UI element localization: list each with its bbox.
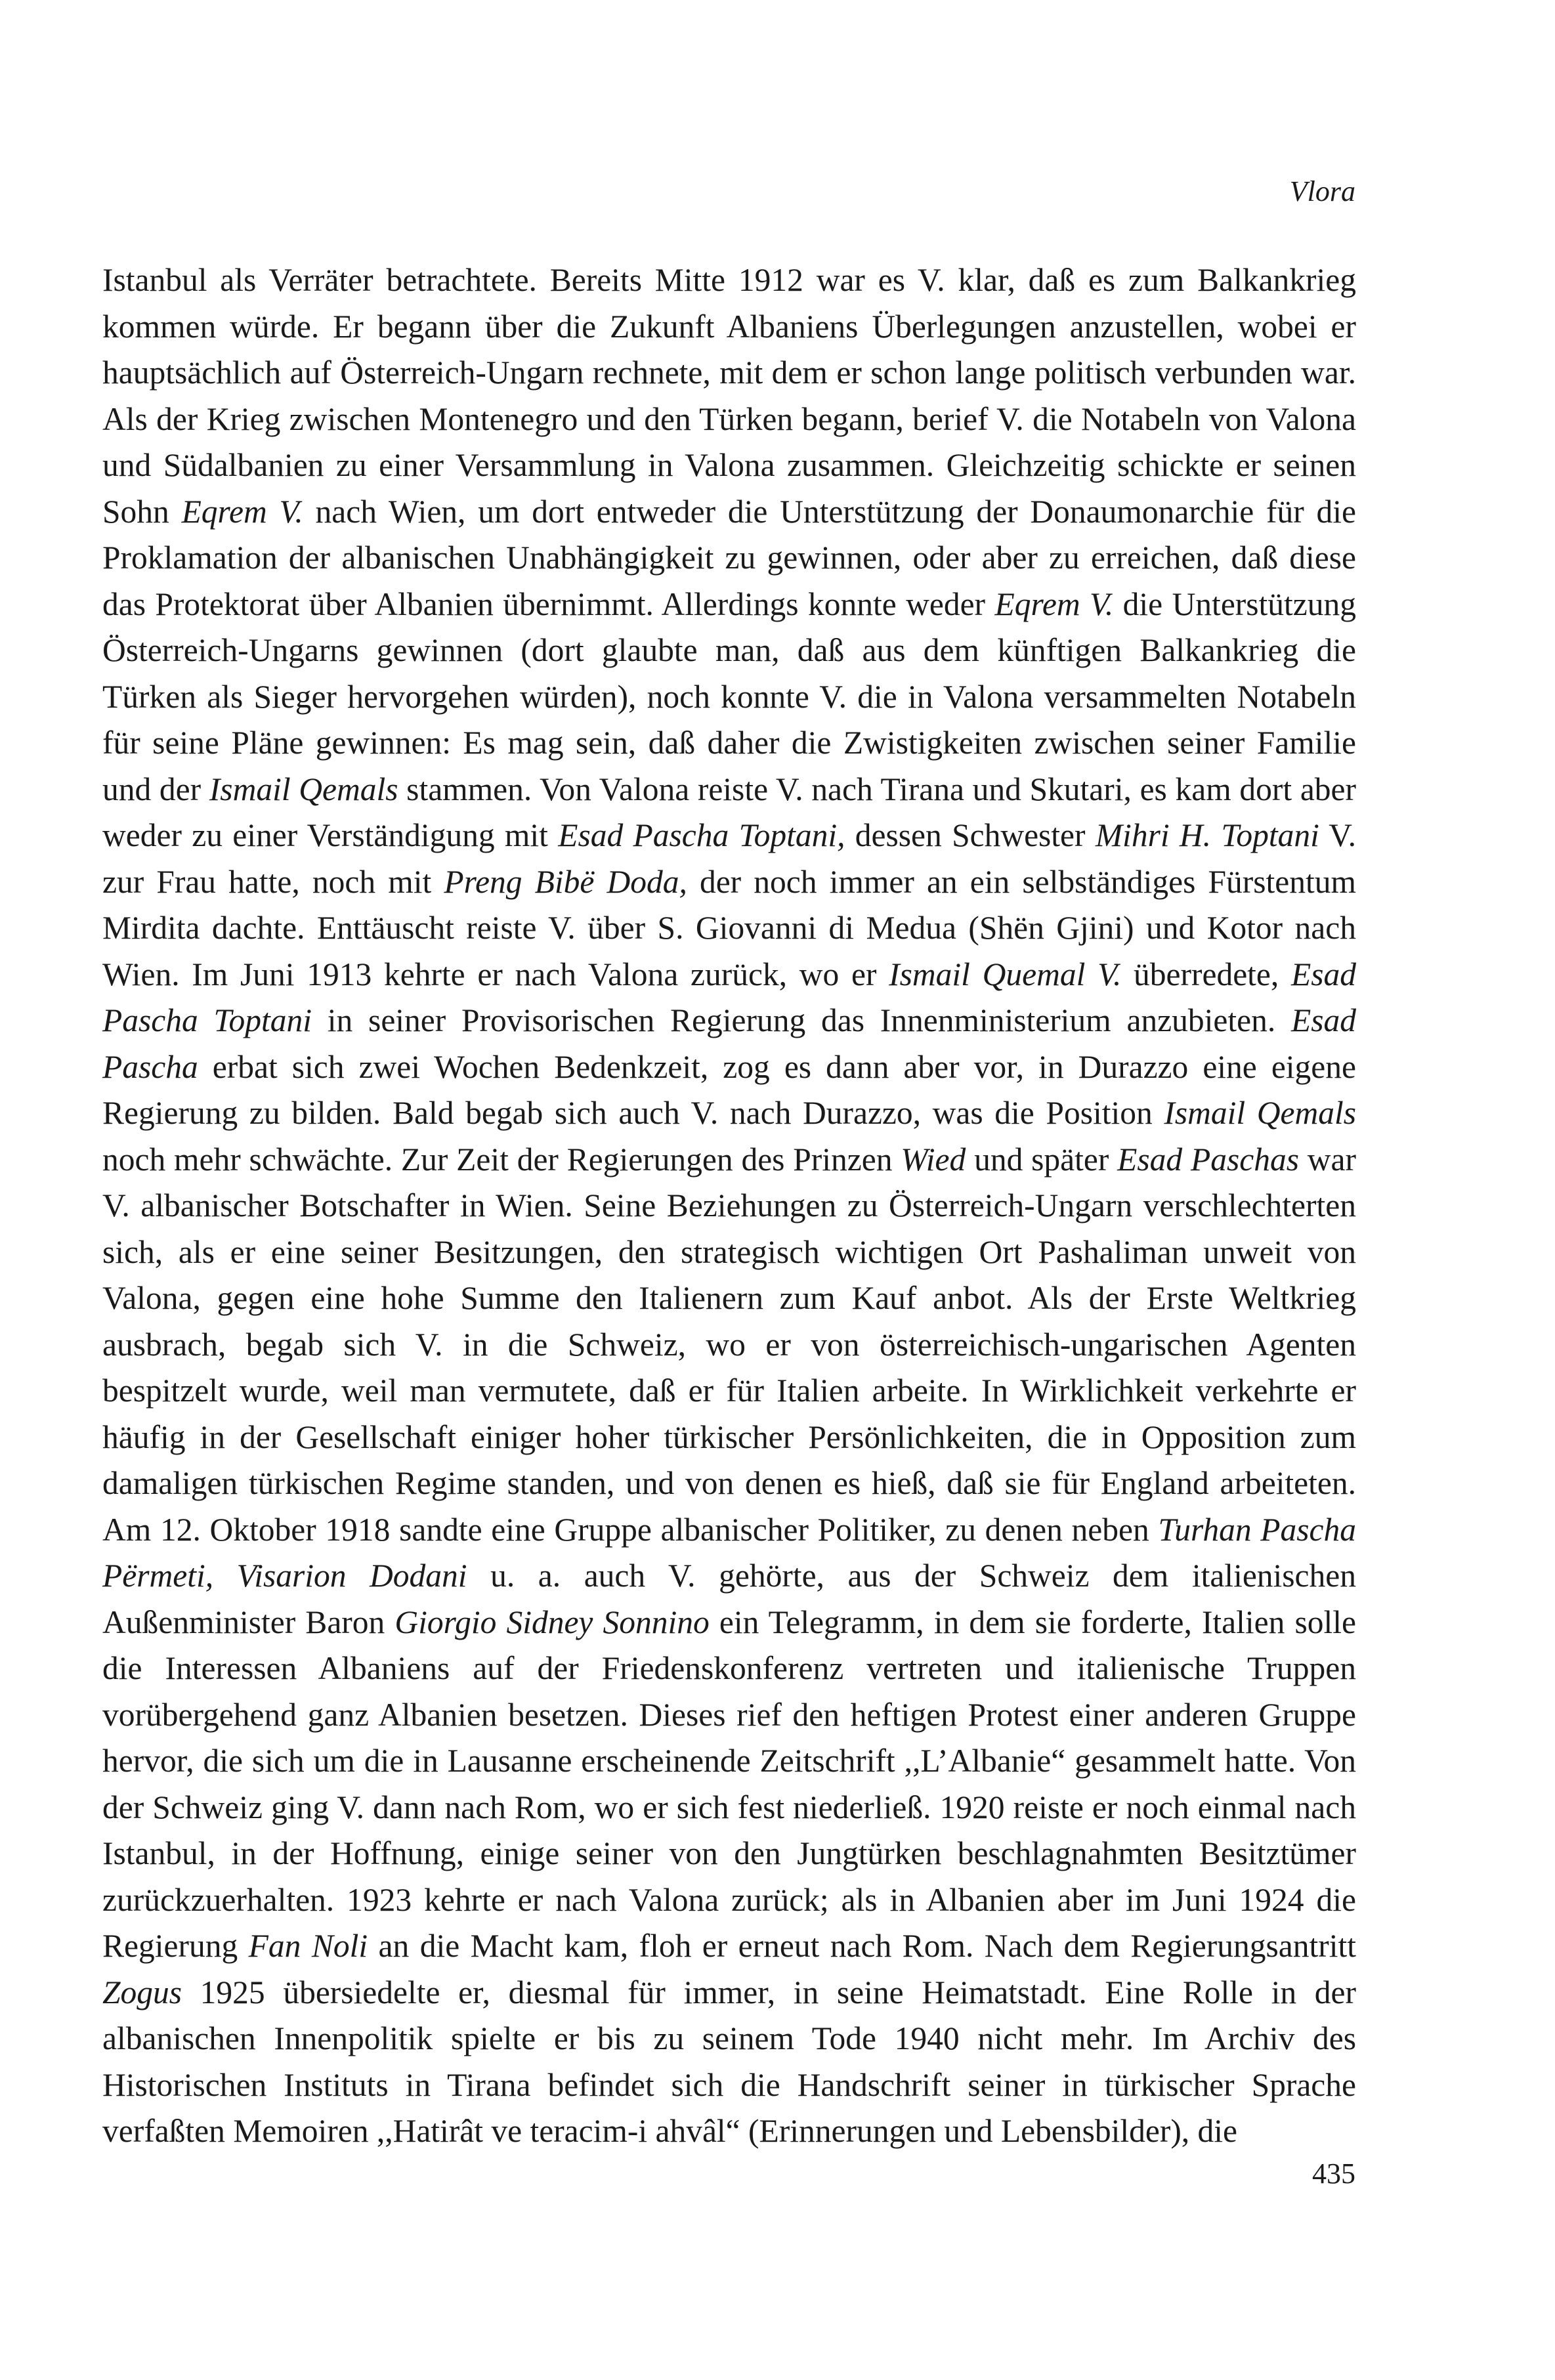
text-run: V. zur Frau hatte, noch mit: [102, 817, 1357, 900]
text-run: an die Macht kam, floh er erneut nach Rom. Nach dem Regierungsantritt: [368, 1928, 1356, 1964]
text-run: die Unterstützung Österreich-Ungarns gewinnen (dort glaubte man, daß aus dem künftigen Balkankrieg die Türken als Sieger hervorgehen würden), noch konnte V. die in Valona versammelten Notabeln für seine Pläne gewinnen: Es mag sein, daß daher die Zwistigkeiten zwischen seiner Familie und der: [102, 585, 1357, 807]
text-run: 1925 übersiedelte er, diesmal für immer, in seine Heimatstadt. Eine Rolle in der albanischen Innenpolitik spielte er bis zu seinem Tode 1940 nicht mehr. Im Archiv des Historischen Instituts in Tirana befindet sich die Handschrift seiner in türkischer Sprache verfaßten Memoiren ,,Hatirât ve teracim-i ahvâl“ (Erinnerungen und Lebensbilder), die: [102, 1974, 1356, 2149]
text-run: nach Wien, um dort entweder die Unterstützung der Donaumonarchie für die Proklamation der albanischen Unabhängigkeit zu gewinnen, oder aber zu erreichen, daß diese das Protektorat über Albanien übernimmt. Allerdings konnte weder: [102, 493, 1356, 622]
text-run: stammen. Von Valona reiste V. nach Tirana und Skutari, es kam dort aber weder zu einer Verständigung mit: [102, 771, 1356, 853]
italic-name: Preng Bibë Doda,: [444, 863, 687, 900]
text-run: erbat sich zwei Wochen Bedenkzeit, zog es dann aber vor, in Durazzo eine eigene Regierung zu bilden. Bald begab sich auch V. nach Durazzo, was die Position: [102, 1048, 1356, 1131]
page-number: 435: [1312, 2157, 1355, 2190]
italic-name: Giorgio Sidney Sonnino: [394, 1604, 710, 1640]
italic-name: Ismail Quemal V.: [889, 956, 1122, 992]
italic-name: Fan Noli: [248, 1928, 368, 1964]
italic-name: Eqrem V.: [994, 585, 1114, 622]
text-run: ein Telegramm, in dem sie forderte, Italien solle die Interessen Albaniens auf der Friedenskonferenz vertreten und italienische Truppen vorübergehend ganz Albanien besetzen. Dieses rief den heftigen Protest einer anderen Gruppe hervor, die sich um die in Lausanne erscheinende Zeitschrift ,,L’Albanie“ gesammelt hatte. Von der Schweiz ging V. dann nach Rom, wo er sich fest niederließ. 1920 reiste er noch einmal nach Istanbul, in der Hoffnung, einige seiner von den Jungtürken beschlagnahmten Besitztümer zurückzuerhalten. 1923 kehrte er nach Valona zurück; als in Albanien aber im Juni 1924 die Regierung: [102, 1604, 1356, 1964]
text-run: in seiner Provisorischen Regierung das Innenministerium anzubieten.: [312, 1002, 1292, 1038]
italic-name: Ismail Qemals: [209, 771, 398, 807]
text-run: war V. albanischer Botschafter in Wien. Seine Beziehungen zu Österreich-Ungarn verschlechterten sich, als er eine seiner Besitzungen, den strategisch wichtigen Ort Pashaliman unweit von Valona, gegen eine hohe Summe den Italienern zum Kauf anbot. Als der Erste Weltkrieg ausbrach, begab sich V. in die Schweiz, wo er von österreichisch-ungarischen Agenten bespitzelt wurde, weil man vermutete, daß er für Italien arbeite. In Wirklichkeit verkehrte er häufig in der Gesellschaft einiger hoher türkischer Persönlichkeiten, die in Opposition zum damaligen türkischen Regime standen, und von denen es hieß, daß sie für England arbeiteten. Am 12. Oktober 1918 sandte eine Gruppe albanischer Politiker, zu denen neben: [102, 1141, 1357, 1548]
running-head-title: Vlora: [1289, 175, 1355, 207]
italic-name: Zogus: [102, 1974, 182, 2010]
text-run: und später: [966, 1141, 1118, 1178]
text-run: Istanbul als Verräter betrachtete. Bereits Mitte 1912 war es V. klar, daß es zum Balkankrieg kommen würde. Er begann über die Zukunft Albaniens Überlegungen anzustellen, wobei er hauptsächlich auf Österreich-Ungarn rechnete, mit dem er schon lange politisch verbunden war. Als der Krieg zwischen Montenegro und den Türken begann, berief V. die Notabeln von Valona und Südalbanien zu einer Versammlung in Valona zusammen. Gleichzeitig schickte er seinen Sohn: [102, 262, 1356, 530]
text-run: u. a. auch V. gehörte, aus der Schweiz dem italienischen Außenminister Baron: [102, 1558, 1356, 1640]
italic-name: Esad Paschas: [1117, 1141, 1299, 1178]
italic-name: Eqrem V.: [181, 493, 303, 530]
text-run: dessen Schwester: [845, 817, 1096, 853]
text-run: noch mehr schwächte. Zur Zeit der Regierungen des Prinzen: [102, 1141, 901, 1178]
italic-name: Esad Pascha: [102, 1002, 1357, 1085]
text-run: überredete,: [1121, 956, 1291, 992]
italic-name: Turhan Pascha Përmeti, Visarion Dodani: [102, 1511, 1357, 1594]
text-run: der noch immer an ein selbständiges Fürstentum Mirdita dachte. Enttäuscht reiste V. über S. Giovanni di Medua (Shën Gjini) und Kotor nach Wien. Im Juni 1913 kehrte er nach Valona zurück, wo er: [102, 863, 1356, 992]
italic-name: Esad Pascha Toptani: [102, 956, 1356, 1038]
italic-name: Esad Pascha Toptani,: [558, 817, 845, 853]
italic-name: Wied: [901, 1141, 966, 1178]
italic-name: Ismail Qemals: [1164, 1095, 1357, 1131]
body-paragraph: [102, 257, 1356, 2155]
italic-name: Mihri H. Toptani: [1095, 817, 1319, 853]
